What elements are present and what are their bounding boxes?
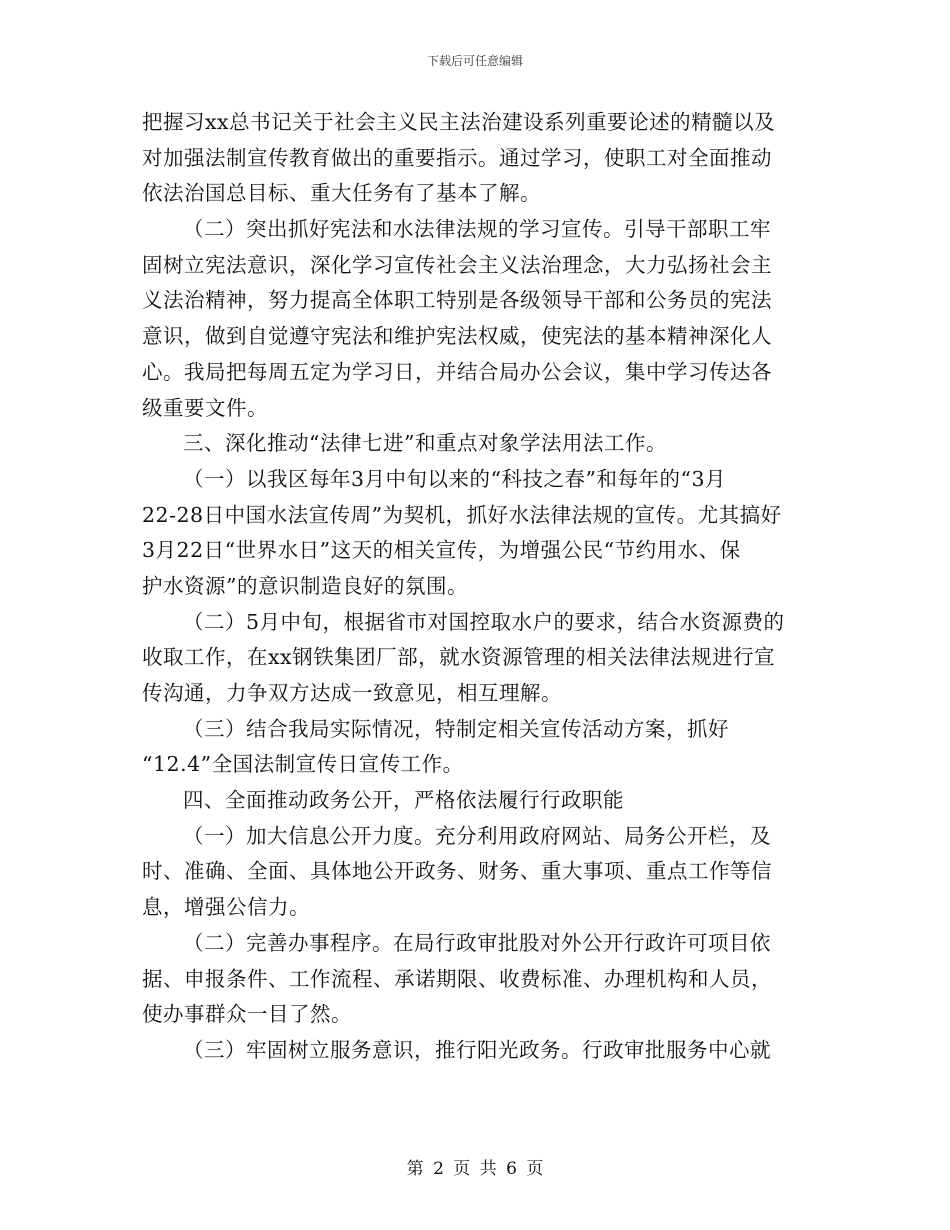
text-line: 把握习xx总书记关于社会主义民主法治建设系列重要论述的精髓以及	[142, 110, 776, 134]
text-line: 收取工作，在xx钢铁集团厂部，就水资源管理的相关法律法规进行宣	[142, 645, 776, 670]
page-header-note: 下载后可任意编辑	[426, 54, 523, 68]
document-body	[142, 105, 810, 1069]
text-line: 对加强法制宣传教育做出的重要指示。通过学习，使职工对全面推动	[142, 145, 772, 170]
text-line: 意识，做到自觉遵守宪法和维护宪法权威，使宪法的基本精神深化人	[142, 324, 772, 349]
text-line: （二）完善办事程序。在局行政审批股对外公开行政许可项目依	[183, 930, 771, 955]
text-line: 时、准确、全面、具体地公开政务、财务、重大事项、重点工作等信	[142, 859, 772, 884]
text-line: 固树立宪法意识，深化学习宣传社会主义法治理念，大力弘扬社会主	[142, 252, 772, 277]
text-line: （三）牢固树立服务意识，推行阳光政务。行政审批服务中心就	[183, 1037, 771, 1062]
text-line: 四、全面推动政务公开，严格依法履行行政职能	[183, 788, 624, 813]
text-line: 22-28日中国水法宣传周”为契机，抓好水法律法规的宣传。尤其搞好	[142, 502, 782, 527]
text-line: 使办事群众一目了然。	[142, 1002, 352, 1027]
text-line: 义法治精神，努力提高全体职工特别是各级领导干部和公务员的宪法	[142, 288, 772, 313]
text-line: 传沟通，力争双方达成一致意见，相互理解。	[142, 681, 562, 705]
text-line: “12.4”全国法制宣传日宣传工作。	[142, 752, 464, 777]
text-line: 三、深化推动“法律七进”和重点对象学法用法工作。	[183, 431, 667, 456]
text-line: （二）5月中旬，根据省市对国控取水户的要求，结合水资源费的	[183, 609, 785, 634]
text-line: 据、申报条件、工作流程、承诺期限、收费标准、办理机构和人员，	[142, 966, 772, 991]
text-line: 心。我局把每周五定为学习日，并结合局办公会议，集中学习传达各	[142, 359, 772, 384]
text-line: 级重要文件。	[142, 395, 268, 420]
text-line: （一）加大信息公开力度。充分利用政府网站、局务公开栏，及	[183, 823, 771, 848]
text-line: （二）突出抓好宪法和水法律法规的学习宣传。引导干部职工牢	[183, 217, 771, 242]
text-line: （一）以我区每年3月中旬以来的“科技之春”和每年的“3月	[183, 466, 727, 491]
text-line: （三）结合我局实际情况，特制定相关宣传活动方案，抓好	[183, 716, 729, 741]
text-line: 息，增强公信力。	[142, 895, 310, 920]
page-number-footer: 第 2 页 共 6 页	[406, 1159, 544, 1179]
text-line: 依法治国总目标、重大任务有了基本了解。	[142, 181, 541, 206]
text-line: 3月22日“世界水日”这天的相关宣传，为增强公民“节约用水、保	[142, 538, 741, 563]
text-line: 护水资源”的意识制造良好的氛围。	[142, 573, 468, 598]
